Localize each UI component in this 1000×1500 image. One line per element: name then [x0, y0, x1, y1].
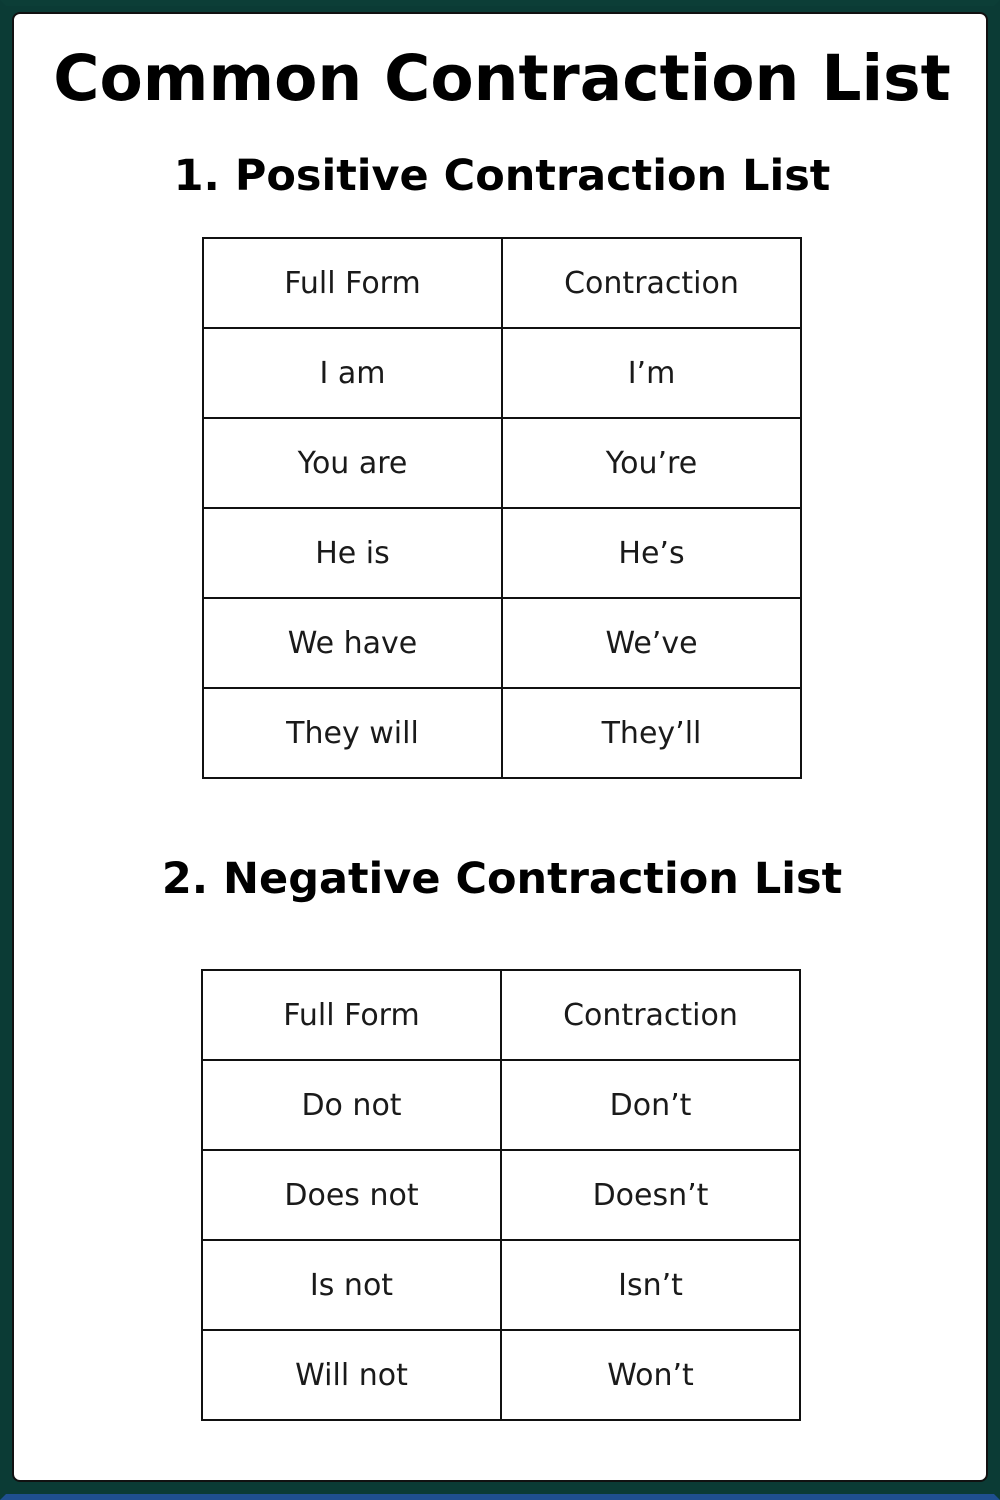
contraction-cell: I’m [502, 328, 801, 418]
contraction-cell: Don’t [501, 1060, 800, 1150]
content-card [12, 12, 988, 1482]
contraction-cell: Won’t [501, 1330, 800, 1420]
full-form-cell: He is [203, 508, 502, 598]
table-row [203, 688, 801, 778]
contraction-cell: They’ll [502, 688, 801, 778]
contraction-cell: Isn’t [501, 1240, 800, 1330]
full-form-cell: Does not [202, 1150, 501, 1240]
table-row [203, 418, 801, 508]
section-title-negative: 2. Negative Contraction List [161, 854, 843, 904]
table-row [202, 1150, 800, 1240]
full-form-cell: You are [203, 418, 502, 508]
negative-contraction-table [201, 969, 801, 1421]
full-form-cell: We have [203, 598, 502, 688]
table-row [203, 328, 801, 418]
full-form-cell: Do not [202, 1060, 501, 1150]
table-row [202, 1330, 800, 1420]
table-row [203, 598, 801, 688]
contraction-cell: You’re [502, 418, 801, 508]
column-header-full-form: Full Form [202, 970, 501, 1060]
contraction-cell: He’s [502, 508, 801, 598]
table-header-row [203, 238, 801, 328]
full-form-cell: Is not [202, 1240, 501, 1330]
positive-contraction-table [202, 237, 802, 779]
section-title-positive: 1. Positive Contraction List [173, 151, 831, 201]
table-header-row [202, 970, 800, 1060]
full-form-cell: Will not [202, 1330, 501, 1420]
contraction-cell: We’ve [502, 598, 801, 688]
column-header-contraction: Contraction [501, 970, 800, 1060]
table-row [202, 1060, 800, 1150]
page-title: Common Contraction List [53, 42, 951, 115]
full-form-cell: They will [203, 688, 502, 778]
column-header-contraction: Contraction [502, 238, 801, 328]
table-row [203, 508, 801, 598]
full-form-cell: I am [203, 328, 502, 418]
table-row [202, 1240, 800, 1330]
contraction-cell: Doesn’t [501, 1150, 800, 1240]
column-header-full-form: Full Form [203, 238, 502, 328]
